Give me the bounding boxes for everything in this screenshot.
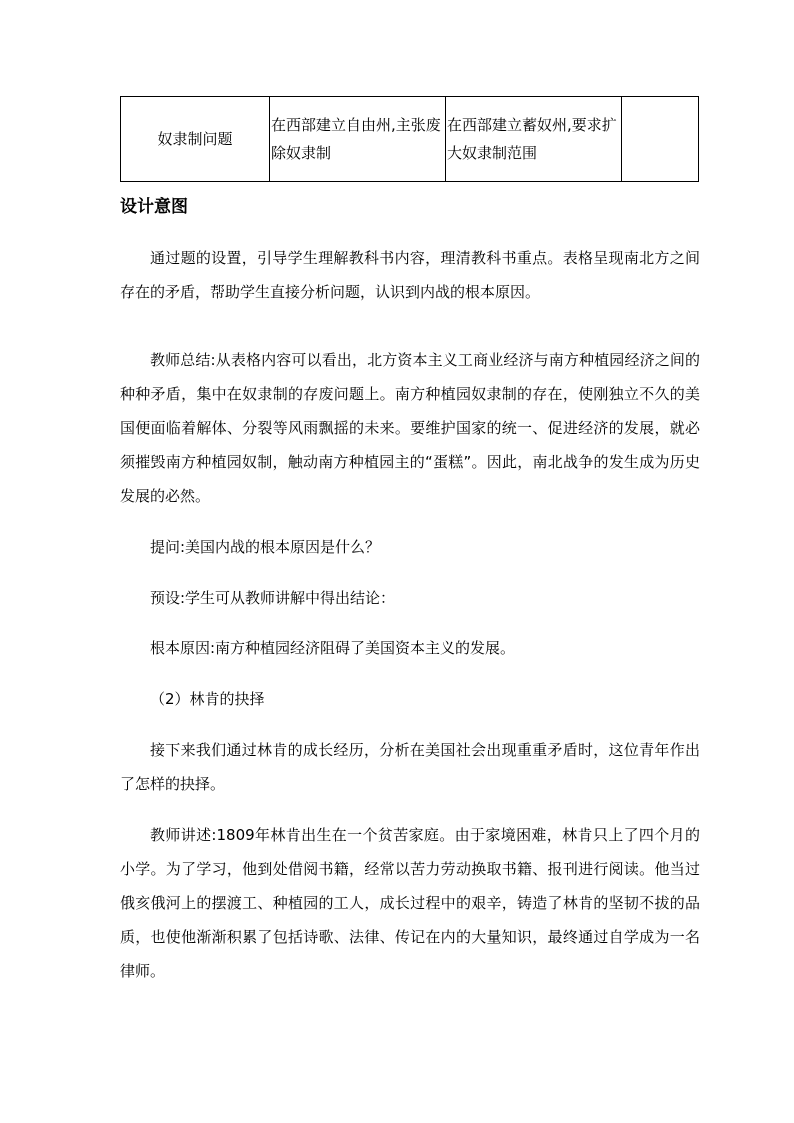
table-cell-north: 在西部建立自由州,主张废除奴隶制 [270, 97, 446, 182]
subsection-heading: （2）林肯的抉择 [150, 690, 265, 708]
table-row [121, 97, 699, 182]
section-heading: 设计意图 [120, 197, 188, 217]
table-cell-empty [622, 97, 699, 182]
paragraph-preset: 预设:学生可从教师讲解中得出结论： [150, 589, 396, 607]
comparison-table [120, 96, 699, 182]
paragraph-question: 提问:美国内战的根本原因是什么？ [150, 538, 381, 556]
table-cell-topic: 奴隶制问题 [121, 97, 270, 182]
paragraph-teacher-summary: 教师总结:从表格内容可以看出，北方资本主义工商业经济与南方种植园经济之间的种种矛盾，集中在奴隶制的存废问题上。南方种植园奴隶制的存在，使刚独立不久的美国便面临着解体、分裂等风雨飘摇的未来。要维护国家的统一、促进经济的发展，就必须摧毁南方种植园奴制，触动南方种植园主的“蛋糕”。因此，南北战争的发生成为历史发展的必然。 [120, 351, 700, 505]
paragraph-intent: 通过题的设置，引导学生理解教科书内容，理清教科书重点。表格呈现南北方之间存在的矛盾，帮助学生直接分析问题，认识到内战的根本原因。 [120, 249, 700, 301]
paragraph-root-cause: 根本原因:南方种植园经济阻碍了美国资本主义的发展。 [150, 639, 516, 657]
paragraph-lincoln-intro: 接下来我们通过林肯的成长经历，分析在美国社会出现重重矛盾时，这位青年作出了怎样的抉择。 [120, 741, 700, 793]
table-cell-south: 在西部建立蓄奴州,要求扩大奴隶制范围 [446, 97, 622, 182]
paragraph-lincoln-story: 教师讲述:1809年林肯出生在一个贫苦家庭。由于家境困难，林肯只上了四个月的小学。为了学习，他到处借阅书籍，经常以苦力劳动换取书籍、报刊进行阅读。他当过俄亥俄河上的摆渡工、种植园的工人，成长过程中的艰辛，铸造了林肯的坚韧不拔的品质，也使他渐渐积累了包括诗歌、法律、传记在内的大量知识，最终通过自学成为一名律师。 [120, 826, 700, 980]
